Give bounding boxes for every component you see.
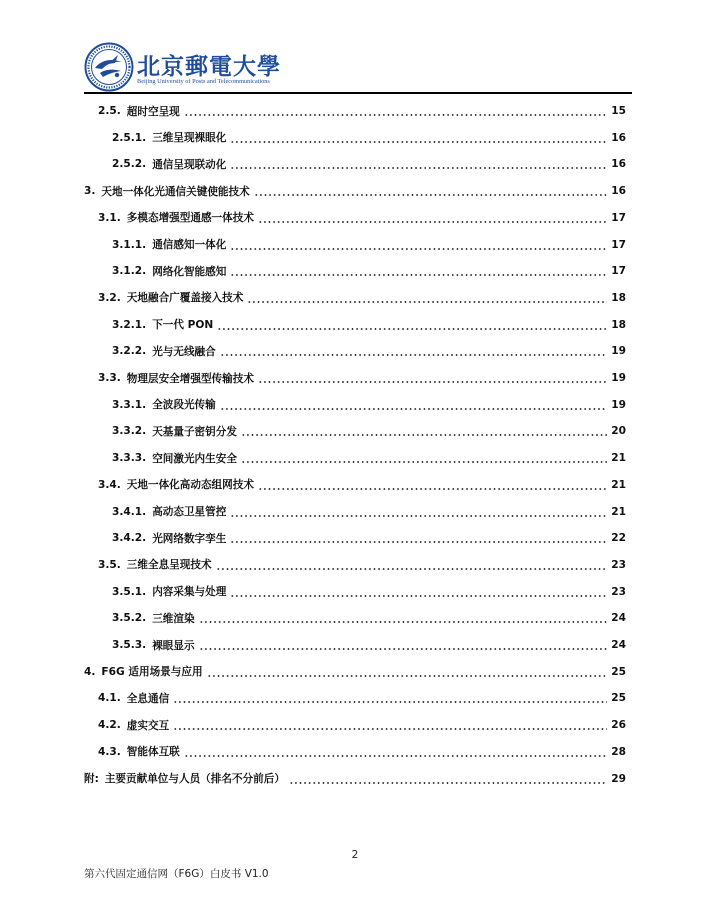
toc-entry-page: 17 <box>611 238 626 251</box>
toc-entry-number: 3. <box>84 185 96 198</box>
toc-entry[interactable] <box>98 102 626 120</box>
toc-entry[interactable] <box>112 503 626 521</box>
toc-entry[interactable] <box>112 609 626 627</box>
toc-dot-leader <box>207 675 608 677</box>
toc-entry-page: 21 <box>611 478 626 491</box>
toc-entry-number: 2.5.1. <box>112 131 147 144</box>
university-name: 北京郵電大學 <box>137 53 281 80</box>
toc-dot-leader <box>173 728 607 730</box>
toc-dot-leader <box>258 488 607 490</box>
toc-entry[interactable] <box>98 689 626 707</box>
toc-entry-page: 22 <box>611 532 626 545</box>
toc-entry-page: 29 <box>611 772 626 785</box>
toc-entry-title: 全波段光传输 <box>152 399 216 412</box>
toc-entry-title: 虚实交互 <box>126 719 170 732</box>
toc-entry-number: 3.3.3. <box>112 452 147 465</box>
toc-entry-page: 16 <box>611 158 626 171</box>
toc-entry[interactable] <box>98 289 626 307</box>
toc-dot-leader <box>173 701 607 703</box>
toc-dot-leader <box>230 274 607 276</box>
toc-entry-page: 17 <box>611 211 626 224</box>
toc-entry-title: 主要贡献单位与人员（排名不分前后） <box>104 773 285 785</box>
toc-dot-leader <box>254 194 608 196</box>
toc-entry[interactable] <box>112 316 626 334</box>
toc-dot-leader <box>220 354 608 356</box>
toc-entry-title: 天地融合广覆盖接入技术 <box>126 292 244 305</box>
university-english-name: Beijing University of Posts and Telecommunications <box>137 78 270 85</box>
toc-dot-leader <box>216 568 608 570</box>
toc-entry-title: 网络化智能感知 <box>152 265 227 278</box>
toc-entry-page: 21 <box>611 452 626 465</box>
toc-entry-title: 光与无线融合 <box>152 345 216 358</box>
toc-dot-leader <box>230 248 607 250</box>
toc-entry-page: 19 <box>611 345 626 358</box>
toc-dot-leader <box>220 408 608 410</box>
toc-entry-title: 天地一体化高动态组网技术 <box>126 479 254 492</box>
toc-entry-page: 19 <box>611 372 626 384</box>
toc-entry-number: 4.1. <box>98 692 121 705</box>
document-footer-title: 第六代固定通信网（F6G）白皮书 V1.0 <box>84 868 269 880</box>
toc-entry-page: 19 <box>611 398 626 411</box>
toc-entry-title: 三维呈现裸眼化 <box>152 132 227 145</box>
toc-entry-title: F6G 适用场景与应用 <box>101 666 203 679</box>
toc-dot-leader <box>230 515 607 517</box>
toc-entry[interactable] <box>112 236 626 254</box>
toc-entry-title: 天基量子密钥分发 <box>152 425 237 438</box>
toc-entry-title: 高动态卫星管控 <box>152 506 227 518</box>
toc-dot-leader <box>247 301 607 303</box>
toc-entry[interactable] <box>112 262 626 280</box>
toc-entry[interactable] <box>98 476 626 494</box>
toc-entry-page: 25 <box>611 692 626 705</box>
toc-entry-page: 16 <box>611 131 626 144</box>
toc-entry[interactable] <box>98 716 626 734</box>
toc-dot-leader <box>184 755 607 757</box>
toc-dot-leader <box>241 461 607 463</box>
toc-entry-page: 18 <box>611 291 626 304</box>
toc-entry[interactable] <box>112 396 626 414</box>
toc-dot-leader <box>241 434 607 436</box>
toc-entry-page: 23 <box>611 585 626 598</box>
toc-entry-number: 2.5.2. <box>112 158 147 171</box>
toc-dot-leader <box>258 221 607 223</box>
toc-entry-number: 3.5. <box>98 558 121 571</box>
toc-entry-number: 3.5.2. <box>112 612 147 625</box>
toc-entry[interactable] <box>98 369 626 387</box>
toc-entry-page: 20 <box>611 425 626 438</box>
toc-entry-title: 内容采集与处理 <box>152 586 227 599</box>
toc-entry-number: 3.1.1. <box>112 238 147 251</box>
toc-entry-number: 3.2.2. <box>112 345 147 358</box>
toc-entry[interactable] <box>112 155 626 173</box>
toc-entry-number: 4.3. <box>98 745 121 758</box>
toc-dot-leader <box>230 595 607 597</box>
toc-dot-leader <box>289 782 607 784</box>
toc-dot-leader <box>230 141 607 143</box>
toc-dot-leader <box>199 648 608 650</box>
toc-entry-page: 24 <box>611 639 626 651</box>
toc-entry-number: 3.4.1. <box>112 505 147 518</box>
toc-entry[interactable] <box>98 209 626 227</box>
toc-entry[interactable] <box>112 449 626 467</box>
toc-entry[interactable] <box>112 583 626 601</box>
toc-entry[interactable] <box>84 182 626 200</box>
toc-entry-title: 通信呈现联动化 <box>152 158 227 171</box>
toc-entry-title: 多模态增强型通感一体技术 <box>126 212 254 225</box>
toc-entry[interactable] <box>98 743 626 761</box>
toc-entry-page: 23 <box>611 558 626 571</box>
toc-entry-page: 17 <box>611 265 626 278</box>
toc-entry-number: 3.4.2. <box>112 532 147 545</box>
page-number: 2 <box>351 849 359 861</box>
toc-dot-leader <box>258 381 607 383</box>
toc-entry-title: 空间激光内生安全 <box>152 452 237 465</box>
toc-entry-number: 4.2. <box>98 719 121 732</box>
toc-dot-leader <box>230 541 607 543</box>
toc-entry-title: 裸眼显示 <box>152 639 195 652</box>
toc-entry-page: 15 <box>611 105 626 117</box>
toc-entry-page: 26 <box>611 719 626 732</box>
toc-entry[interactable] <box>112 422 626 440</box>
toc-entry-title: 物理层安全增强型传输技术 <box>126 372 254 385</box>
toc-entry-page: 16 <box>611 185 626 198</box>
toc-entry-number: 附: <box>84 773 99 785</box>
toc-entry-number: 3.3.2. <box>112 425 147 438</box>
toc-entry[interactable] <box>112 636 626 654</box>
toc-dot-leader <box>184 114 607 116</box>
toc-entry-title: 超时空呈现 <box>126 105 180 118</box>
toc-entry[interactable] <box>98 556 626 574</box>
toc-dot-leader <box>217 328 607 330</box>
toc-entry-number: 3.4. <box>98 478 121 491</box>
toc-entry-page: 25 <box>611 665 626 678</box>
toc-entry-number: 3.3. <box>98 372 121 384</box>
toc-dot-leader <box>230 167 607 169</box>
toc-entry-page: 28 <box>611 745 626 758</box>
toc-dot-leader <box>199 621 608 623</box>
toc-entry-title: 全息通信 <box>126 692 170 705</box>
toc-entry-number: 4. <box>84 665 96 678</box>
toc-entry-number: 3.2.1. <box>112 318 147 331</box>
toc-entry-title: 天地一体化光通信关键使能技术 <box>101 185 250 198</box>
toc-entry[interactable] <box>84 770 626 788</box>
toc-entry-title: 下一代 PON <box>152 319 214 332</box>
toc-entry[interactable] <box>84 663 626 681</box>
toc-entry-number: 3.1. <box>98 211 121 224</box>
toc-entry-page: 21 <box>611 505 626 518</box>
toc-entry-number: 3.5.3. <box>112 639 147 651</box>
toc-entry[interactable] <box>112 529 626 547</box>
toc-entry-number: 3.5.1. <box>112 585 147 598</box>
toc-entry-page: 24 <box>611 612 626 625</box>
toc-entry-title: 通信感知一体化 <box>152 239 227 251</box>
toc-entry-title: 三维渲染 <box>152 612 195 625</box>
toc-entry-number: 3.3.1. <box>112 398 147 411</box>
toc-entry[interactable] <box>112 342 626 360</box>
toc-entry-title: 三维全息呈现技术 <box>126 559 212 572</box>
toc-entry[interactable] <box>112 129 626 147</box>
toc-entry-number: 3.2. <box>98 291 121 304</box>
toc-entry-title: 智能体互联 <box>126 746 180 759</box>
toc-entry-page: 18 <box>611 318 626 331</box>
toc-entry-number: 3.1.2. <box>112 265 147 278</box>
toc-entry-title: 光网络数字孪生 <box>152 532 227 545</box>
toc-entry-number: 2.5. <box>98 105 121 117</box>
